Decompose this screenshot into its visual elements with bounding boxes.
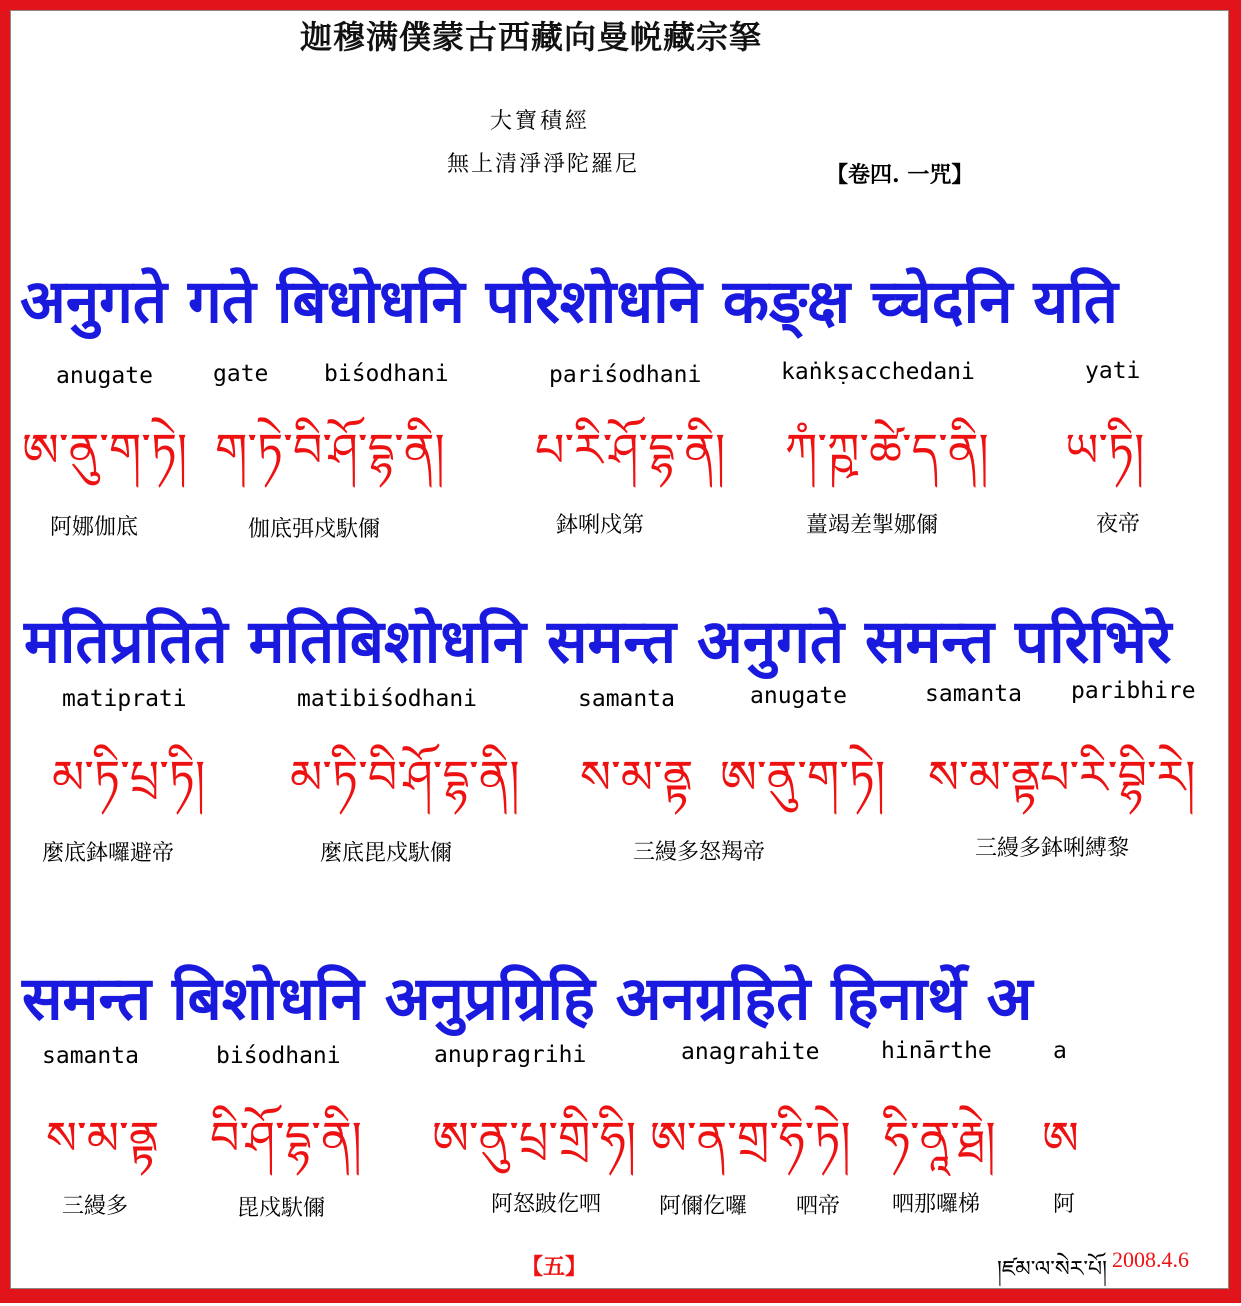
page-number: 【五】 [521, 1254, 588, 1280]
romanized-word: anugate [56, 363, 153, 389]
chinese-transliteration: 麼底鉢囉避帝 [42, 841, 175, 866]
tibetan-word: ཨ་ནུ་ག་ཏེ། [720, 750, 886, 804]
romanized-word: anagrahite [681, 1039, 820, 1065]
chinese-transliteration: 夜帝 [1096, 512, 1141, 537]
tibetan-word: ས་མ་ནྟ [46, 1111, 160, 1165]
devanagari-line-3: समन्त बिशोधनि अनुप्रग्रिहि अनग्रहिते हिनार्थे अ [22, 964, 1033, 1034]
chinese-transliteration: 三縵多 [62, 1194, 129, 1219]
section-label: 【卷四. 一咒】 [826, 162, 974, 188]
romanized-word: anupragrihi [434, 1042, 587, 1068]
chinese-transliteration: 薑竭差掣娜儞 [806, 513, 939, 538]
romanized-word: biśodhani [216, 1043, 341, 1069]
publisher-banner: 迦穆满僕蒙古西藏向曼帨藏宗拏 [300, 18, 763, 56]
romanized-word: yati [1085, 358, 1141, 384]
romanized-word: paribhire [1071, 678, 1196, 704]
tibetan-word: ཨ [1042, 1111, 1079, 1165]
tibetan-word: ས་མ་ནྟ [580, 750, 694, 804]
romanized-word: anugate [750, 683, 847, 709]
tibetan-word: བི་ཤོ་དྷ་ནི། [210, 1111, 362, 1165]
tibetan-word: ཀཾ་ཀྵ་ཚེ་ད་ནི། [785, 423, 989, 477]
date-stamp: 2008.4.6 [1112, 1247, 1189, 1272]
tibetan-word: ཧི་ནཱ་རྠེ། [884, 1111, 996, 1165]
chinese-transliteration: 阿怒跛仡呬 [491, 1192, 602, 1217]
tibetan-word: པ་རི་བྷི་རེ། [1040, 750, 1196, 804]
tibetan-word: ས་མ་ནྟ [928, 750, 1042, 804]
tibetan-signature: །ཛམ་ལ་སེར་པོ། [997, 1257, 1108, 1282]
romanized-word: samanta [925, 681, 1022, 707]
chinese-transliteration: 阿娜伽底 [50, 515, 139, 540]
tibetan-word: ག་ཏེ་བི་ཤོ་དྷ་ནི། [215, 423, 445, 477]
tibetan-word: མ་ཏི་བི་ཤོ་དྷ་ནི། [290, 750, 520, 804]
sutra-title: 大寶積經 [490, 109, 591, 134]
devanagari-line-1: अनुगते गते बिधोधनि परिशोधनि कङ्क्ष च्चेदनि यति [20, 267, 1118, 337]
chinese-transliteration: 三縵多怒羯帝 [633, 840, 766, 865]
dharani-title: 無上清淨淨陀羅尼 [447, 152, 640, 177]
romanized-word: samanta [42, 1043, 139, 1069]
tibetan-word: མ་ཏི་པྲ་ཏི། [52, 750, 206, 804]
tibetan-word: ཨ་ནུ་པྲ་གྲི་ཧི། [432, 1111, 637, 1165]
chinese-transliteration: 鉢唎戍第 [556, 513, 645, 538]
chinese-transliteration: 阿 [1053, 1192, 1076, 1217]
chinese-transliteration: 呬帝 [796, 1194, 841, 1219]
tibetan-word: པ་རི་ཤོ་དྷ་ནི། [535, 423, 726, 477]
tibetan-word: ཡ་ཏི། [1065, 423, 1145, 477]
romanized-word: samanta [578, 686, 675, 712]
tibetan-word: ཨ་ན་གྲ་ཧི་ཏེ། [650, 1111, 851, 1165]
romanized-word: a [1053, 1038, 1067, 1064]
romanized-word: matiprati [62, 686, 187, 712]
chinese-transliteration: 阿儞仡囉 [659, 1194, 748, 1219]
chinese-transliteration: 三縵多鉢唎縛黎 [975, 836, 1130, 861]
devanagari-line-2: मतिप्रतिते मतिबिशोधनि समन्त अनुगते समन्त परिभिरे [24, 607, 1172, 677]
romanized-word: biśodhani [324, 361, 449, 387]
chinese-transliteration: 呬那囉梯 [892, 1192, 981, 1217]
chinese-transliteration: 毘戍馱儞 [237, 1196, 326, 1221]
romanized-word: pariśodhani [549, 362, 702, 388]
chinese-transliteration: 伽底弭戍馱儞 [248, 517, 381, 542]
romanized-word: matibiśodhani [297, 686, 478, 712]
chinese-transliteration: 麼底毘戍馱儞 [320, 841, 453, 866]
romanized-word: hinārthe [881, 1038, 992, 1064]
tibetan-word: ཨ་ནུ་ག་ཏེ། [22, 423, 188, 477]
romanized-word: gate [213, 361, 269, 387]
romanized-word: kaṅkṣacchedani [781, 359, 975, 385]
